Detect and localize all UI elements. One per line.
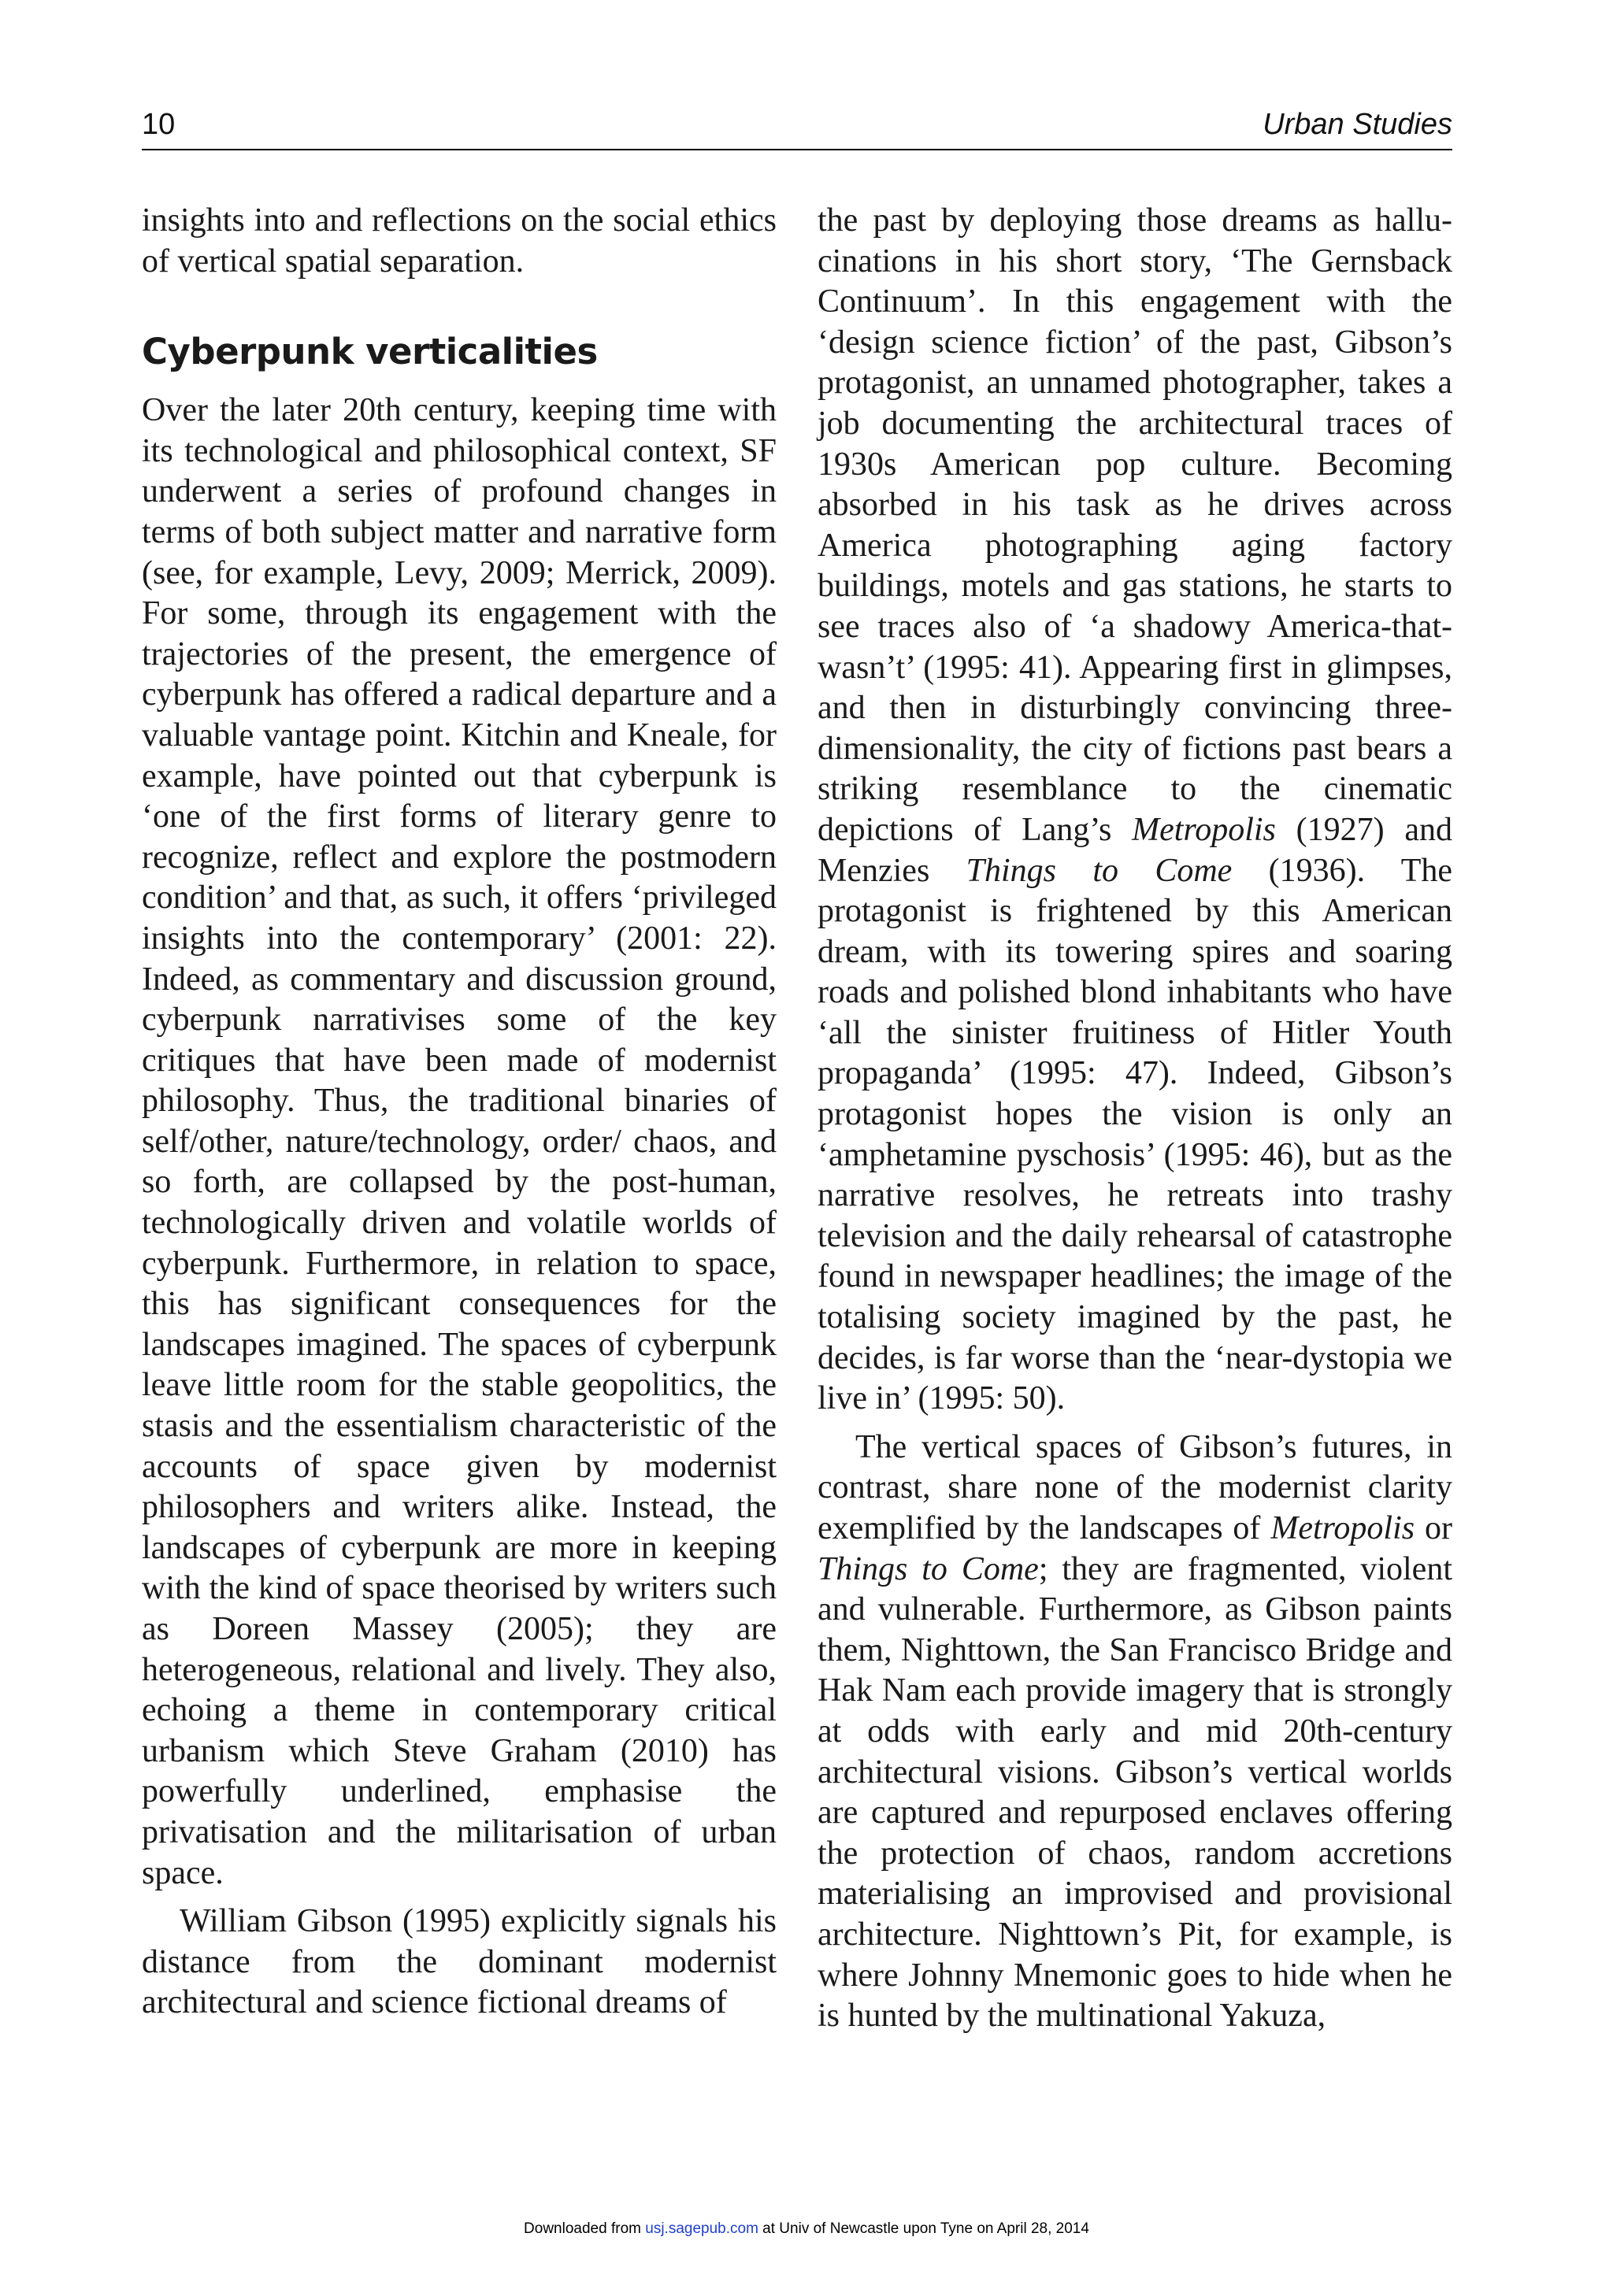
film-title-things-to-come: Things to Come — [966, 852, 1233, 889]
download-footer — [0, 2220, 1613, 2238]
film-title-metropolis: Metropolis — [1132, 811, 1276, 848]
paragraph — [818, 1428, 1452, 2037]
paragraph — [818, 201, 1452, 1420]
film-title-metropolis: Metropolis — [1270, 1510, 1415, 1546]
text-run: (1927) and Menzies — [818, 811, 1452, 889]
footer-prefix: Downloaded from — [524, 2220, 646, 2237]
text-run: the past by deploying those dreams as hallucinations in his short story, ‘The Gernsback Continuum’. In this engagement with the ‘design science fiction’ of the past, Gibson’s protagonist, an unnamed photographer, takes a job documenting the architectural traces of 1930s American pop culture. Becoming absorbed in his task as he drives across America photographing aging factory buildings, motels and gas stations, he starts to see traces also of ‘a shadowy America-that-wasn’t’ (1995: 41). Appearing first in glimpses, and then in disturbingly convincing three-dimensionality, the city of fictions past bears a striking resemblance to the cinematic depictions of Lang’s — [818, 202, 1452, 848]
source-link[interactable]: usj.sagepub.com — [645, 2220, 758, 2237]
text-run: The vertical spaces of Gibson’s futures, in contrast, share none of the modernist clarity exemplified by the landscapes of — [818, 1428, 1452, 1546]
paragraph: William Gibson (1995) explicitly signals his distance from the dominant modernist architectural and science fictional dreams of — [142, 1903, 777, 2021]
footer-suffix: at Univ of Newcastle upon Tyne on April 28, 2014 — [758, 2220, 1089, 2237]
section-heading: Cyberpunk verticalities — [142, 331, 598, 373]
running-header — [142, 106, 1452, 150]
page-number: 10 — [142, 108, 176, 141]
text-run: (1936). The protagonist is frightened by this American dream, with its towering spires and soaring roads and polished blond inhabitants who have ‘all the sinister fruitiness of Hitler Youth propaganda’ (1995: 47). Indeed, Gibson’s protagonist hopes the vision is only an ‘amphetamine pyschosis’ (1995: 46), but as the narrative resolves, he retreats into trashy television and the daily rehearsal of catastrophe found in newspaper headlines; the image of the totalising society imagined by the past, he decides, is far worse than the ‘near-dystopia we live in’ (1995: 50). — [818, 852, 1453, 1417]
paragraph: Over the later 20th century, keeping time with its technological and philosophical context, SF underwent a series of profound changes in terms of both subject matter and narrative form (see, for example, Levy, 2009; Merrick, 2009). For some, through its engagement with the trajectories of the present, the emergence of cyberpunk has offered a radical departure and a valuable vantage point. Kitchin and Kneale, for example, have pointed out that cyberpunk is ‘one of the first forms of literary genre to recognize, reflect and explore the postmodern condition’ and that, as such, it offers ‘privileged insights into the contemporary’ (2001: 22). Indeed, as commentary and discussion ground, cyberpunk narrativises some of the key critiques that have been made of modernist philosophy. Thus, the traditional binaries of self/other, nature/technology, order/ chaos, and so forth, are collapsed by the post-human, technologically driven and volatile worlds of cyberpunk. Furthermore, in relation to space, this has significant consequences for the landscapes imagined. The spaces of cyberpunk leave little room for the stable geopolitics, the stasis and the essentialism characteristic of the accounts of space given by modernist philosophers and writers alike. Instead, the landscapes of cyberpunk are more in keeping with the kind of space theorised by writers such as Doreen Massey (2005); they are heterogeneous, relational and lively. They also, echoing a theme in contemporary critical urbanism which Steve Graham (2010) has powerfully underlined, emphasise the privatisation and the militarisation of urban space. — [142, 392, 777, 1891]
text-run: or — [1415, 1510, 1452, 1546]
text-run: ; they are fragmented, violent and vulnerable. Furthermore, as Gibson paints them, Nighttown, the San Francisco Bridge and Hak Nam each provide imagery that is strongly at odds with early and mid 20th-century architectural visions. Gibson’s vertical worlds are captured and repurposed enclaves offering the protection of chaos, random accretions materialising an improvised and provisional architecture. Nighttown’s Pit, for example, is where Johnny Mnemonic goes to hide when he is hunted by the multinational Yakuza, — [818, 1550, 1452, 2035]
left-column — [142, 201, 777, 2024]
film-title-things-to-come: Things to Come — [818, 1550, 1039, 1587]
right-column — [818, 201, 1452, 2037]
paragraph-continued: insights into and reflections on the social ethics of vertical spatial separation. — [142, 202, 777, 280]
journal-title: Urban Studies — [1263, 108, 1452, 141]
